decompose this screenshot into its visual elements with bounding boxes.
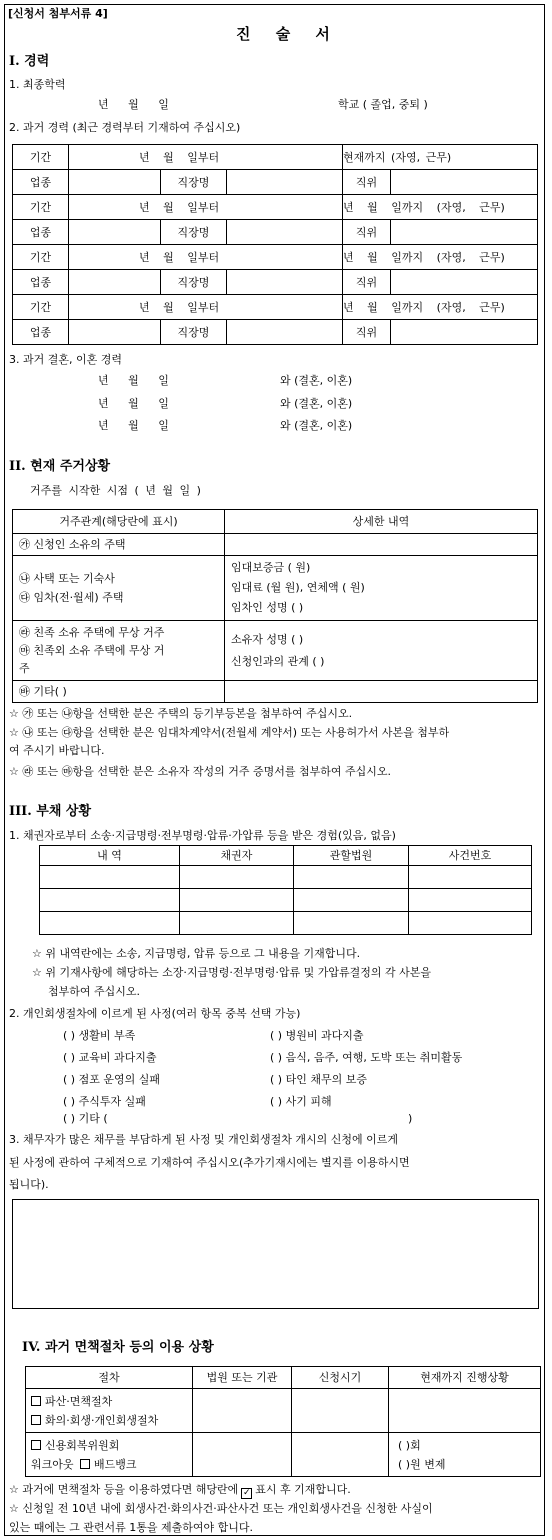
career-period-row	[13, 145, 538, 170]
career-period-row	[13, 295, 538, 320]
career-from-field[interactable]: 년 월 일부터	[69, 245, 343, 270]
other-close-paren: )	[408, 1112, 413, 1125]
marriage-with: 와 (결혼, 이혼)	[280, 419, 353, 432]
housing-detail-owner	[225, 621, 538, 681]
procedure-col-header: 법원 또는 기관	[193, 1367, 292, 1389]
owner-relation-field: 신청인과의 관계 ( )	[231, 654, 325, 668]
tenant-name-field: 임차인 성명 ( )	[231, 601, 304, 614]
lawsuit-col-header: 채권자	[180, 846, 294, 866]
career-industry-label: 업종	[13, 220, 69, 245]
career-workplace-field[interactable]	[227, 270, 343, 295]
debt-note-2-cont: 첨부하여 주십시오.	[48, 985, 141, 998]
housing-option-owned: ㉮ 신청인 소유의 주택	[13, 534, 225, 556]
checkbox-rehab[interactable]	[31, 1415, 41, 1425]
career-period-label: 기간	[13, 195, 69, 220]
proc-cell-credit	[26, 1433, 193, 1477]
career-workplace-label: 직장명	[161, 170, 227, 195]
page-title: 진 술 서	[236, 25, 340, 43]
career-period-row	[13, 245, 538, 270]
debt-q3-line2: 된 사정에 관하여 구체적으로 기재하여 주십시오(추가기재시에는 별지를 이용하시면	[9, 1156, 410, 1169]
career-workplace-field[interactable]	[227, 170, 343, 195]
reason-option[interactable]: ( ) 주식투자 실패	[63, 1095, 146, 1108]
career-period-label: 기간	[13, 145, 69, 170]
deposit-field: 임대보증금 ( 원)	[231, 561, 311, 574]
reason-option[interactable]: ( ) 사기 피해	[270, 1095, 332, 1108]
career-period-label: 기간	[13, 245, 69, 270]
housing-note-2-cont: 여 주시기 바랍니다.	[9, 744, 105, 757]
debt-note-1: ☆ 위 내역란에는 소송, 지급명령, 압류 등으로 그 내용을 기재합니다.	[32, 947, 361, 960]
career-job-row	[13, 170, 538, 195]
owner-name-field: 소유자 성명 ( )	[231, 632, 304, 646]
section-career-heading: I. 경력	[9, 54, 50, 69]
reason-option[interactable]: ( ) 기타 (	[63, 1112, 108, 1125]
proc-bankruptcy-label: 파산·면책절차	[45, 1394, 113, 1408]
housing-note-2: ☆ ㉯ 또는 ㉰항을 선택한 분은 임대차계약서(전월세 계약서) 또는 사용허가서 사본을 첨부하	[9, 726, 450, 739]
marriage-with: 와 (결혼, 이혼)	[280, 397, 353, 410]
lawsuit-table	[39, 845, 532, 935]
housing-option-nonrelative-wrap: 주	[19, 661, 30, 675]
reason-option[interactable]: ( ) 생활비 부족	[63, 1029, 136, 1042]
section-history-heading: IV. 과거 면책절차 등의 이용 상황	[22, 1340, 214, 1355]
career-to-field[interactable]: 현재까지 (자영, 근무)	[343, 145, 538, 170]
edu-label: 1. 최종학력	[9, 78, 66, 91]
career-from-field[interactable]: 년 월 일부터	[69, 145, 343, 170]
debt-note-2: ☆ 위 기재사항에 해당하는 소장·지급명령·전부명령·압류 및 가압류결정의 각 사본을	[32, 966, 431, 979]
proc-credit-label: 신용회복위원회	[45, 1438, 120, 1452]
career-from-field[interactable]: 년 월 일부터	[69, 195, 343, 220]
debt-q1: 1. 채권자로부터 소송·지급명령·전부명령·압류·가압류 등을 받은 경험(있음, 없음)	[9, 829, 396, 842]
procedure-col-header: 절차	[26, 1367, 193, 1389]
edu-school: 학교 ( 졸업, 중퇴 )	[338, 98, 428, 111]
housing-option-company: ㉯ 사택 또는 기숙사	[19, 572, 115, 585]
proc-progress-cell	[389, 1433, 541, 1477]
housing-option-other: ㉳ 기타( )	[13, 681, 225, 703]
housing-detail-other	[225, 681, 538, 703]
housing-option-relative: ㉱ 친족 소유 주택에 무상 거주	[19, 625, 165, 639]
career-job-row	[13, 320, 538, 345]
career-industry-field[interactable]	[69, 170, 161, 195]
career-table	[12, 144, 538, 345]
housing-detail-lease	[225, 556, 538, 621]
career-industry-field[interactable]	[69, 220, 161, 245]
residence-start: 거주를 시작한 시점 ( 년 월 일 )	[30, 484, 201, 497]
housing-table	[12, 509, 538, 703]
reason-option[interactable]: ( ) 교육비 과다지출	[63, 1051, 157, 1064]
marriage-date: 년 월 일	[98, 374, 169, 387]
progress-count-field: ( )회	[398, 1438, 421, 1452]
career-position-field[interactable]	[391, 270, 538, 295]
career-industry-field[interactable]	[69, 270, 161, 295]
career-period-row	[13, 195, 538, 220]
debt-q3-line3: 됩니다).	[9, 1178, 49, 1191]
career-workplace-field[interactable]	[227, 220, 343, 245]
housing-option-nonrelative: ㉲ 친족외 소유 주택에 무상 거	[19, 643, 165, 657]
housing-th-relation: 거주관계(해당란에 표시)	[13, 510, 225, 534]
career-to-field[interactable]: 년 월 일까지 (자영, 근무)	[343, 245, 538, 270]
procedure-col-header: 현재까지 진행상황	[389, 1367, 541, 1389]
housing-option-free	[13, 621, 225, 681]
career-job-row	[13, 270, 538, 295]
proc-badbank-label: 배드뱅크	[94, 1457, 137, 1471]
edu-date: 년 월 일	[98, 98, 169, 111]
career-industry-field[interactable]	[69, 320, 161, 345]
rent-field: 임대료 (월 원), 연체액 ( 원)	[231, 581, 365, 594]
marriage-label: 3. 과거 결혼, 이혼 경력	[9, 353, 122, 366]
career-position-label: 직위	[343, 320, 391, 345]
career-industry-label: 업종	[13, 270, 69, 295]
history-note-1-text: ☆ 과거에 면책절차 등을 이용하였다면 해당란에	[9, 1483, 239, 1496]
lawsuit-col-header: 내 역	[40, 846, 180, 866]
housing-option-rent: ㉰ 임차(전·월세) 주택	[19, 591, 124, 604]
career-job-row	[13, 220, 538, 245]
career-label: 2. 과거 경력 (최근 경력부터 기재하여 주십시오)	[9, 121, 241, 134]
history-note-2-cont: 있는 때에는 그 관련서류 1통을 제출하여야 합니다.	[9, 1521, 253, 1534]
career-industry-label: 업종	[13, 170, 69, 195]
history-note-1	[9, 1483, 351, 1499]
section-housing-heading: II. 현재 주거상황	[9, 459, 111, 474]
reason-option[interactable]: ( ) 음식, 음주, 여행, 도박 또는 취미활동	[270, 1051, 463, 1064]
reason-option[interactable]: ( ) 타인 채무의 보증	[270, 1073, 367, 1086]
procedure-table	[25, 1366, 541, 1477]
career-position-label: 직위	[343, 170, 391, 195]
marriage-date: 년 월 일	[98, 397, 169, 410]
housing-th-detail: 상세한 내역	[225, 510, 538, 534]
career-industry-label: 업종	[13, 320, 69, 345]
housing-note-1: ☆ ㉮ 또는 ㉯항을 선택한 분은 주택의 등기부등본을 첨부하여 주십시오.	[9, 707, 353, 720]
career-workplace-field[interactable]	[227, 320, 343, 345]
history-note-2: ☆ 신청일 전 10년 내에 회생사건·화의사건·파산사건 또는 개인회생사건을 신청한 사실이	[9, 1502, 433, 1515]
checkbox-credit-committee[interactable]	[31, 1440, 41, 1450]
checkbox-bankruptcy[interactable]	[31, 1396, 41, 1406]
career-position-field[interactable]	[391, 320, 538, 345]
proc-cell-bankruptcy	[26, 1389, 193, 1433]
marriage-with: 와 (결혼, 이혼)	[280, 374, 353, 387]
housing-detail-empty	[225, 534, 538, 556]
debt-q2: 2. 개인회생절차에 이르게 된 사정(여러 항목 중복 선택 가능)	[9, 1007, 301, 1020]
career-to-field[interactable]: 년 월 일까지 (자영, 근무)	[343, 295, 538, 320]
procedure-col-header: 신청시기	[292, 1367, 389, 1389]
proc-workout-label: 워크아웃	[31, 1457, 74, 1471]
career-position-label: 직위	[343, 270, 391, 295]
career-workplace-label: 직장명	[161, 320, 227, 345]
circumstances-textarea[interactable]	[12, 1199, 539, 1309]
housing-note-3: ☆ ㉱ 또는 ㉲항을 선택한 분은 소유자 작성의 거주 증명서를 첨부하여 주십시오.	[9, 765, 391, 778]
checkbox-bad-bank[interactable]	[80, 1459, 90, 1469]
career-workplace-label: 직장명	[161, 270, 227, 295]
form-tag: [신청서 첨부서류 4]	[8, 7, 108, 20]
lawsuit-col-header: 관할법원	[294, 846, 409, 866]
career-period-label: 기간	[13, 295, 69, 320]
housing-option-lease	[13, 556, 225, 621]
section-debt-heading: III. 부채 상황	[9, 804, 92, 819]
proc-rehab-label: 화의·회생·개인회생절차	[45, 1413, 159, 1427]
career-from-field[interactable]: 년 월 일부터	[69, 295, 343, 320]
checkmark-icon: ✓	[242, 1488, 251, 1498]
career-to-field[interactable]: 년 월 일까지 (자영, 근무)	[343, 195, 538, 220]
progress-amount-field: ( )원 변제	[398, 1457, 446, 1471]
career-position-field[interactable]	[391, 220, 538, 245]
career-position-field[interactable]	[391, 170, 538, 195]
marriage-date: 년 월 일	[98, 419, 169, 432]
history-note-1-tail: 표시 후 기재합니다.	[255, 1483, 351, 1496]
reason-option[interactable]: ( ) 병원비 과다지출	[270, 1029, 364, 1042]
debt-q3-line1: 3. 채무자가 많은 채무를 부담하게 된 사정 및 개인회생절차 개시의 신청에 이르게	[9, 1133, 398, 1146]
career-position-label: 직위	[343, 220, 391, 245]
reason-option[interactable]: ( ) 점포 운영의 실패	[63, 1073, 160, 1086]
career-workplace-label: 직장명	[161, 220, 227, 245]
lawsuit-col-header: 사건번호	[409, 846, 532, 866]
